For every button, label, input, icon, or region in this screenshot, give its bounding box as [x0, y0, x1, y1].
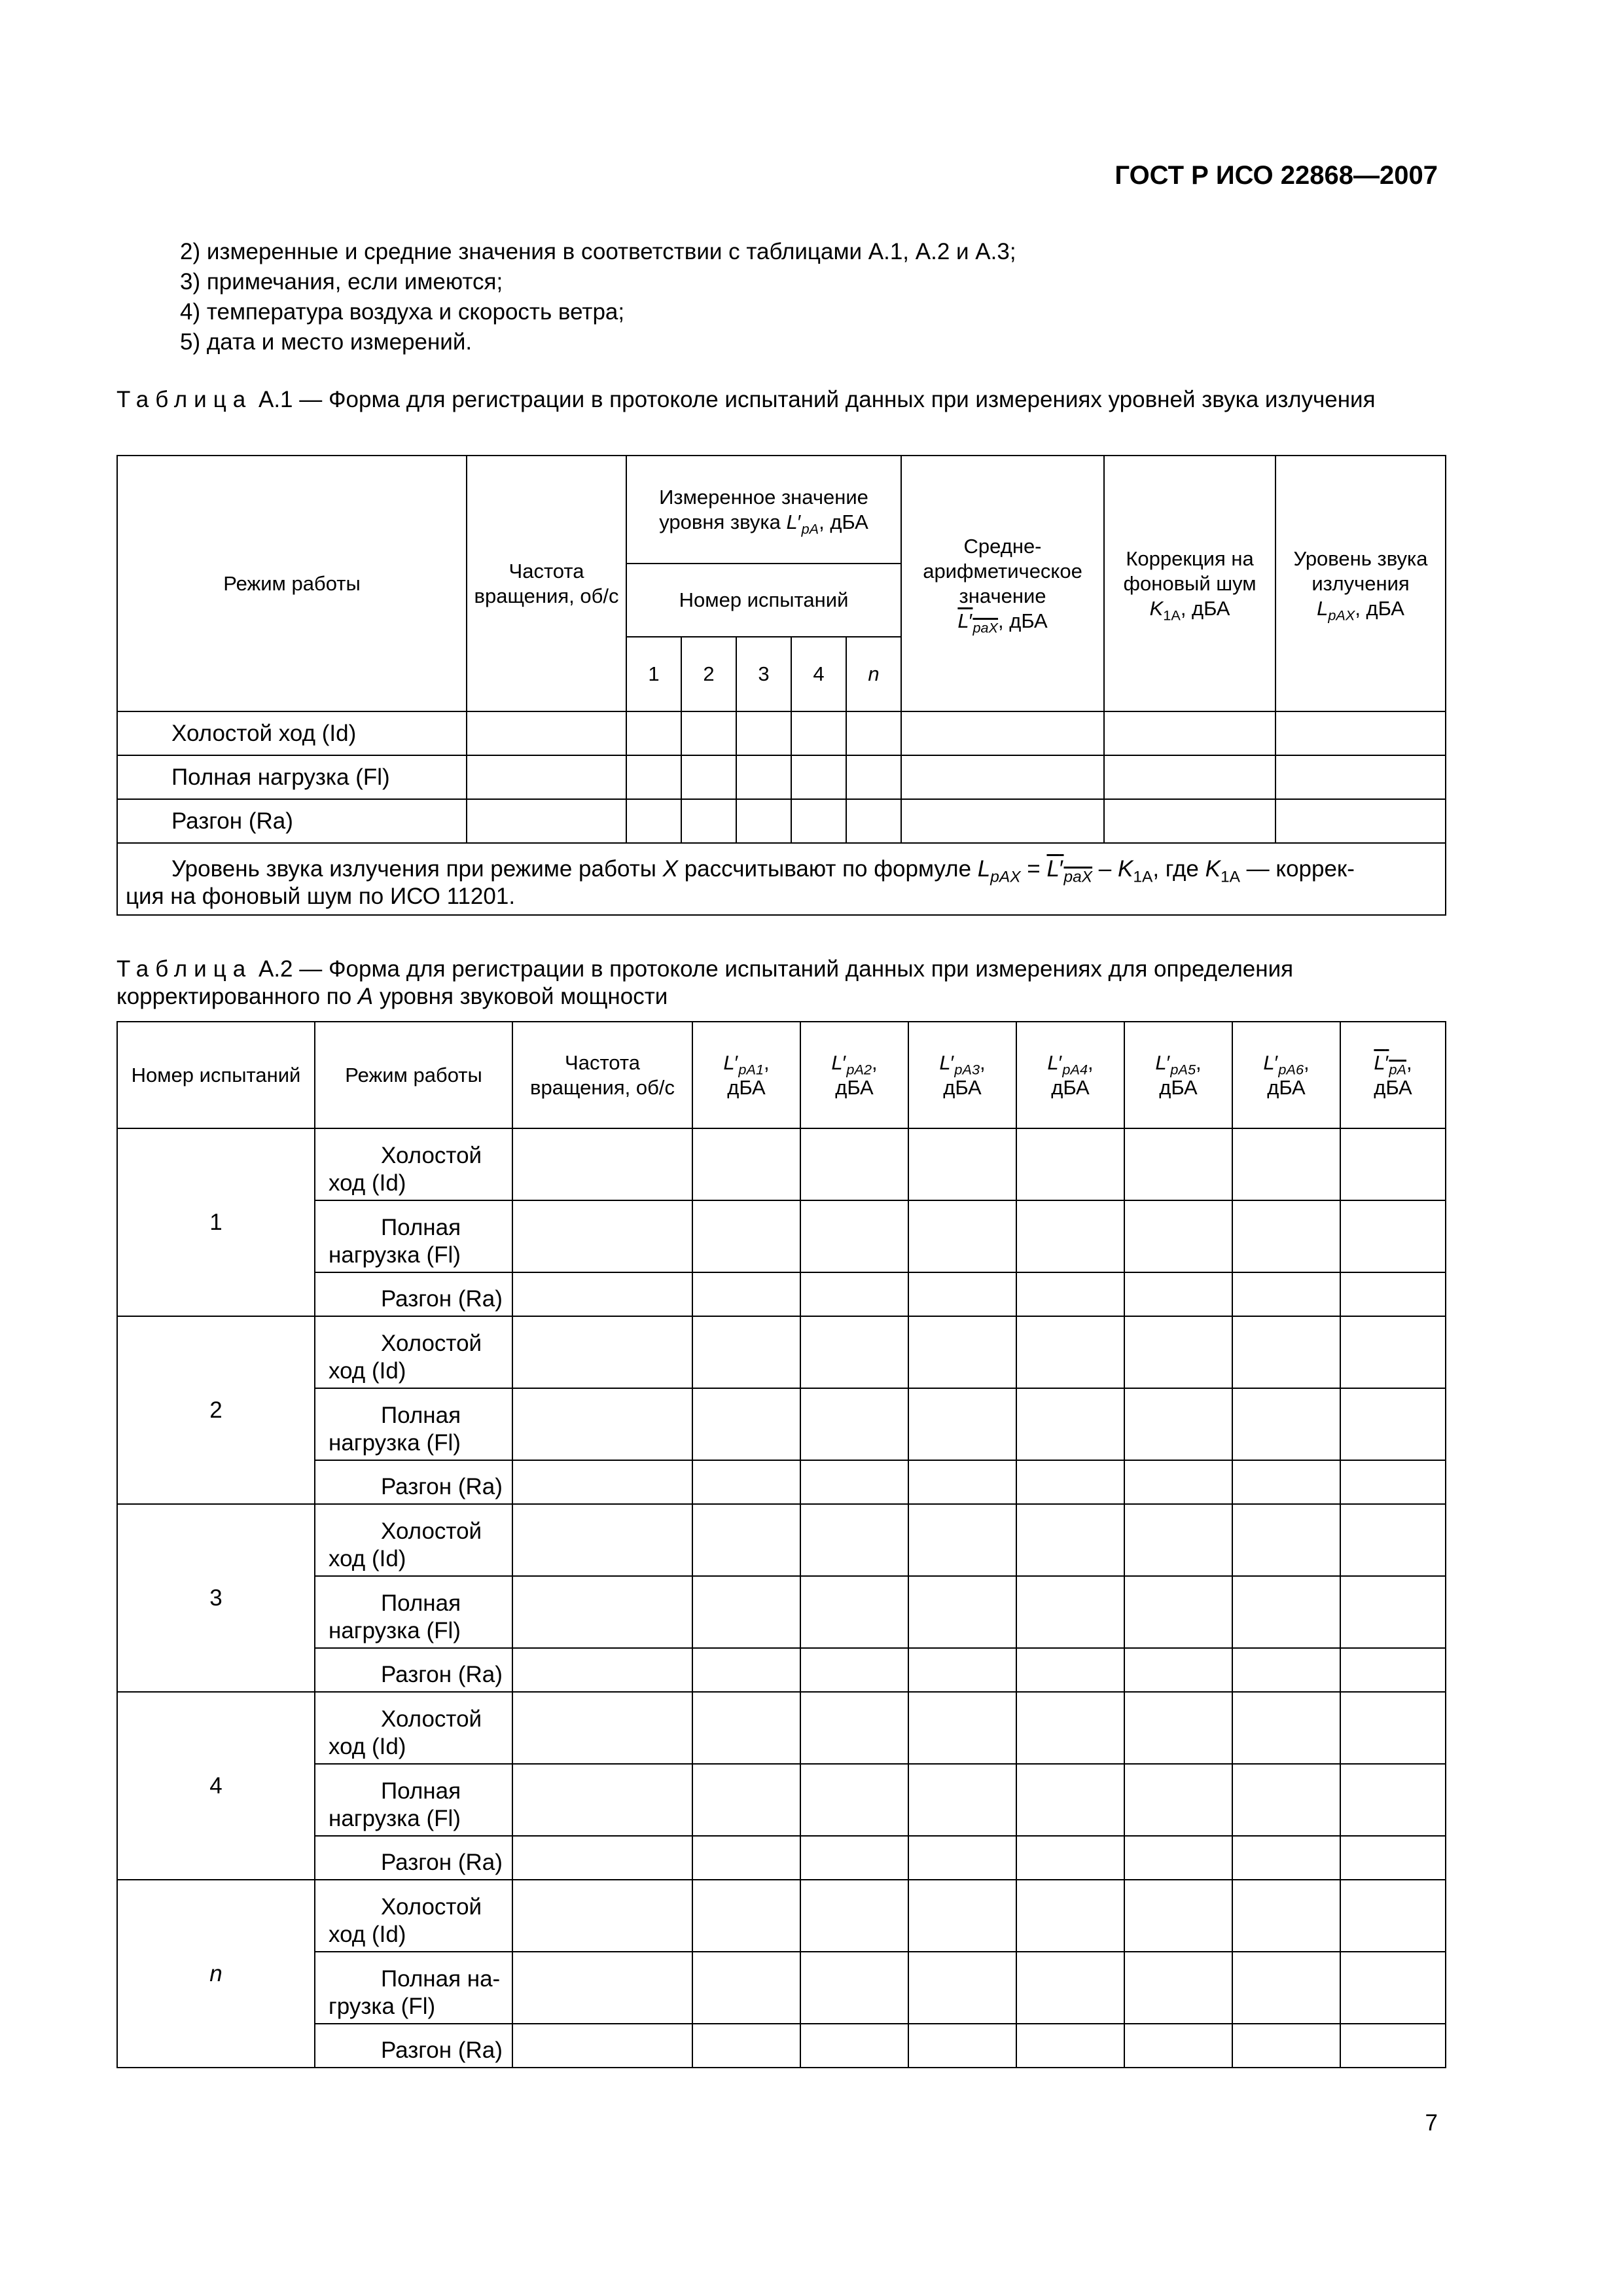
- header-mode: Режим работы: [315, 1022, 512, 1128]
- header-level: $L'_{pA5}$, дБА: [1124, 1022, 1232, 1128]
- table-row: [117, 1880, 1446, 1952]
- row-mode: Холостой ход (Id): [117, 711, 467, 755]
- row-mode: Разгон (Ra): [117, 799, 467, 843]
- row-mode: Разгон (Ra): [315, 1272, 512, 1316]
- trial-number: 2: [681, 637, 736, 711]
- trial-group-number: 1: [117, 1128, 315, 1316]
- row-mode: Полная нагрузка (Fl): [315, 1576, 512, 1648]
- header-mode: Режим работы: [117, 456, 467, 711]
- table-a2-caption: Таблица А.2 — Форма для регистрации в протоколе испытаний данных при измерениях для определения корректированного по А уровня звуковой мощности: [116, 956, 1294, 1009]
- trial-number: 4: [791, 637, 846, 711]
- header-level: $L'_{pA6}$, дБА: [1232, 1022, 1340, 1128]
- table-note: Уровень звука излучения при режиме работы X рассчитывают по формуле $L_{pAX} = L'_{paX} - K_{1A}$, где $K_{1A}$ — коррек- ция на фоновый шум по ИСО 11201.: [117, 843, 1446, 915]
- table-row: [117, 799, 1446, 843]
- table-row: [117, 1504, 1446, 1576]
- caption-label: Таблица: [116, 387, 253, 412]
- table-row: [117, 1316, 1446, 1388]
- trial-group-number: 4: [117, 1692, 315, 1880]
- trial-number: 3: [736, 637, 791, 711]
- table-a1-caption: [116, 386, 1445, 414]
- table-row: [117, 1952, 1446, 2024]
- row-mode: Разгон (Ra): [315, 1836, 512, 1880]
- row-mode: Разгон (Ra): [315, 1648, 512, 1692]
- trial-number: 1: [626, 637, 681, 711]
- trial-group-number: 2: [117, 1316, 315, 1504]
- table-row: [117, 755, 1446, 799]
- caption-label: Таблица: [116, 956, 253, 982]
- list-item: 2) измеренные и средние значения в соответствии с таблицами А.1, А.2 и А.3;: [180, 239, 1016, 264]
- header-correction: Коррекция на фоновый шум $K_{1A}$, дБА: [1104, 456, 1275, 711]
- requirements-list: [180, 237, 1016, 357]
- row-mode: Холостой ход (Id): [315, 1128, 512, 1200]
- document-code: ГОСТ Р ИСО 22868—2007: [1115, 161, 1438, 190]
- row-mode: Полная нагрузка (Fl): [117, 755, 467, 799]
- table-row: [117, 1692, 1446, 1764]
- trial-group-number: n: [117, 1880, 315, 2068]
- header-level: $L'_{pA1}$, дБА: [692, 1022, 800, 1128]
- table-row: [117, 711, 1446, 755]
- row-mode: Холостой ход (Id): [315, 1504, 512, 1576]
- table-row: [117, 1388, 1446, 1460]
- table-row: [117, 1836, 1446, 1880]
- header-measured: Измеренное значение уровня звука $L'_{pA}$, дБА: [626, 456, 901, 564]
- header-frequency: Частота вращения, об/с: [467, 456, 626, 711]
- page-number: 7: [1425, 2110, 1438, 2136]
- row-mode: Полная нагрузка (Fl): [315, 1764, 512, 1836]
- header-level: $L'_{pA4}$, дБА: [1016, 1022, 1124, 1128]
- table-row: [117, 2024, 1446, 2068]
- header-trial-number: Номер испытаний: [626, 564, 901, 637]
- header-mean: Средне- арифметическое значение $L'_{paX}$, дБА: [901, 456, 1104, 711]
- row-mode: Полная нагрузка (Fl): [315, 1200, 512, 1272]
- list-item: 5) дата и место измерений.: [180, 329, 473, 355]
- header-mean-level: $L'_{pA}$, дБА: [1340, 1022, 1446, 1128]
- table-row: [117, 1200, 1446, 1272]
- table-a1: [116, 455, 1446, 916]
- caption-text: А.1 — Форма для регистрации в протоколе испытаний данных при измерениях уровней звука излучения: [258, 387, 1376, 412]
- row-mode: Разгон (Ra): [315, 1460, 512, 1504]
- row-mode: Разгон (Ra): [315, 2024, 512, 2068]
- row-mode: Полная на- грузка (Fl): [315, 1952, 512, 2024]
- header-emission-level: Уровень звука излучения $L_{pAX}$, дБА: [1275, 456, 1446, 711]
- row-mode: Холостой ход (Id): [315, 1316, 512, 1388]
- header-level: $L'_{pA2}$, дБА: [800, 1022, 908, 1128]
- row-mode: Холостой ход (Id): [315, 1692, 512, 1764]
- header-frequency: Частота вращения, об/с: [512, 1022, 692, 1128]
- trial-number: n: [846, 637, 901, 711]
- table-a2: [116, 1021, 1446, 2068]
- table-row: [117, 1648, 1446, 1692]
- table-row: [117, 1272, 1446, 1316]
- list-item: 3) примечания, если имеются;: [180, 269, 503, 295]
- list-item: 4) температура воздуха и скорость ветра;: [180, 299, 625, 325]
- trial-group-number: 3: [117, 1504, 315, 1692]
- table-row: [117, 1460, 1446, 1504]
- table-row: [117, 1576, 1446, 1648]
- header-level: $L'_{pA3}$, дБА: [908, 1022, 1016, 1128]
- row-mode: Холостой ход (Id): [315, 1880, 512, 1952]
- header-trial-number: Номер испытаний: [117, 1022, 315, 1128]
- table-row: [117, 1128, 1446, 1200]
- table-row: [117, 1764, 1446, 1836]
- row-mode: Полная нагрузка (Fl): [315, 1388, 512, 1460]
